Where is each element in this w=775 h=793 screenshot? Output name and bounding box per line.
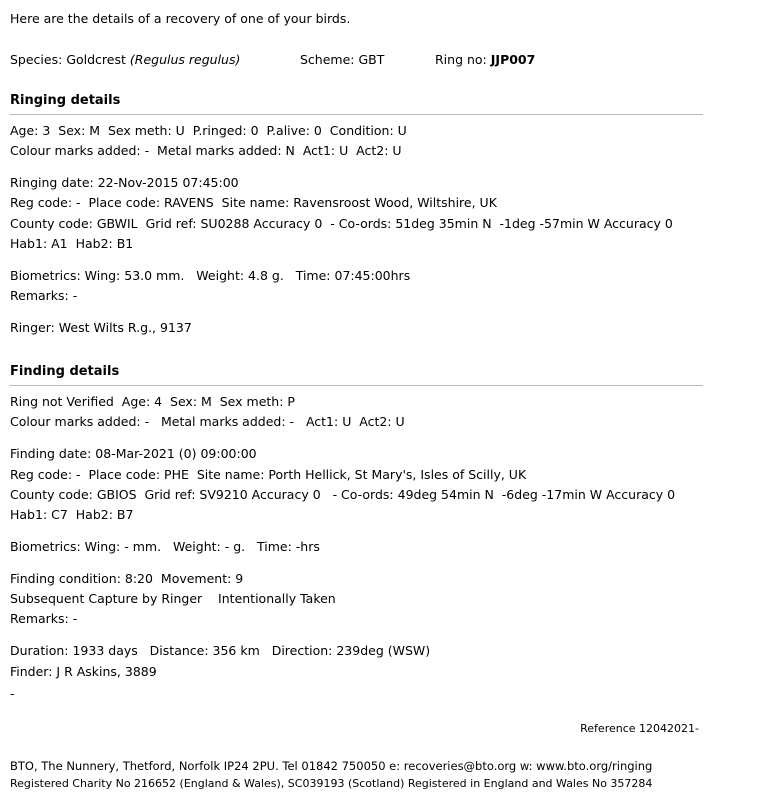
ringing-habitat-line: Hab1: A1 Hab2: B1 xyxy=(10,235,134,251)
ringing-coords-line: County code: GBWIL Grid ref: SU0288 Accuracy 0 - Co-ords: 51deg 35min N -1deg -57min W Accuracy 0 xyxy=(10,215,673,231)
finding-date-line: Finding date: 08-Mar-2021 (0) 09:00:00 xyxy=(10,446,257,462)
spacer xyxy=(10,161,765,173)
spacer xyxy=(10,557,765,569)
summary-row xyxy=(10,52,765,67)
ringing-date-line: Ringing date: 22-Nov-2015 07:45:00 xyxy=(10,175,239,191)
footer-address-line: BTO, The Nunnery, Thetford, Norfolk IP24 2PU. Tel 01842 750050 e: recoveries@bto.org w: www.bto.org/ringing xyxy=(10,758,653,773)
finding-marks-line: Colour marks added: - Metal marks added: - Act1: U Act2: U xyxy=(10,414,405,430)
spacer xyxy=(10,629,765,641)
scheme-value: GBT xyxy=(358,52,385,67)
intro-text: Here are the details of a recovery of one of your birds. xyxy=(10,11,351,26)
ringing-biometrics-line: Biometrics: Wing: 53.0 mm. Weight: 4.8 g. Time: 07:45:00hrs xyxy=(10,267,411,283)
finding-habitat-line: Hab1: C7 Hab2: B7 xyxy=(10,506,134,522)
species-field xyxy=(10,52,300,67)
finding-biometrics-line: Biometrics: Wing: - mm. Weight: - g. Time: -hrs xyxy=(10,538,320,554)
spacer xyxy=(10,525,765,537)
species-label: Species: xyxy=(10,52,63,67)
finding-details-heading: Finding details xyxy=(10,364,120,380)
finder-line: Finder: J R Askins, 3889 xyxy=(10,663,157,679)
ringing-details-heading: Ringing details xyxy=(10,93,121,108)
spacer xyxy=(10,432,765,444)
ring-number-label: Ring no: xyxy=(435,52,487,67)
footer-charity-line: Registered Charity No 216652 (England & Wales), SC039193 (Scotland) Registered in England and Wales No 357284 xyxy=(10,777,653,791)
finding-details-divider xyxy=(10,385,703,386)
spacer xyxy=(10,306,765,318)
finding-age-sex-line: Ring not Verified Age: 4 Sex: M Sex meth: P xyxy=(10,394,295,410)
ringer-line: Ringer: West Wilts R.g., 9137 xyxy=(10,320,192,335)
finding-condition-line: Finding condition: 8:20 Movement: 9 xyxy=(10,571,244,586)
ring-number-value: JJP007 xyxy=(490,52,536,67)
duration-distance-line: Duration: 1933 days Distance: 356 km Direction: 239deg (WSW) xyxy=(10,643,431,659)
finding-coords-line: County code: GBIOS Grid ref: SV9210 Accuracy 0 - Co-ords: 49deg 54min N -6deg -17min W Accuracy 0 xyxy=(10,486,676,502)
reference-text: Reference 12042021- xyxy=(580,721,699,735)
footer xyxy=(10,757,765,793)
finding-circumstance-line: Subsequent Capture by Ringer Intentionally Taken xyxy=(10,591,336,607)
finding-place-line: Reg code: - Place code: PHE Site name: Porth Hellick, St Mary's, Isles of Scilly, UK xyxy=(10,466,527,482)
ringing-remarks-line: Remarks: - xyxy=(10,287,78,303)
species-common-name: Goldcrest xyxy=(66,52,126,67)
ringing-marks-line: Colour marks added: - Metal marks added: N Act1: U Act2: U xyxy=(10,143,402,159)
ring-number-field xyxy=(435,52,535,67)
ringing-place-line: Reg code: - Place code: RAVENS Site name: Ravensroost Wood, Wiltshire, UK xyxy=(10,195,497,211)
scheme-field xyxy=(300,52,435,67)
trailing-dash: - xyxy=(10,685,15,701)
ringing-age-sex-line: Age: 3 Sex: M Sex meth: U P.ringed: 0 P.alive: 0 Condition: U xyxy=(10,123,407,138)
finding-remarks-line: Remarks: - xyxy=(10,611,78,627)
scheme-label: Scheme: xyxy=(300,52,355,67)
spacer xyxy=(10,254,765,266)
ringing-details-divider xyxy=(10,114,703,115)
species-scientific-name: (Regulus regulus) xyxy=(129,52,241,67)
